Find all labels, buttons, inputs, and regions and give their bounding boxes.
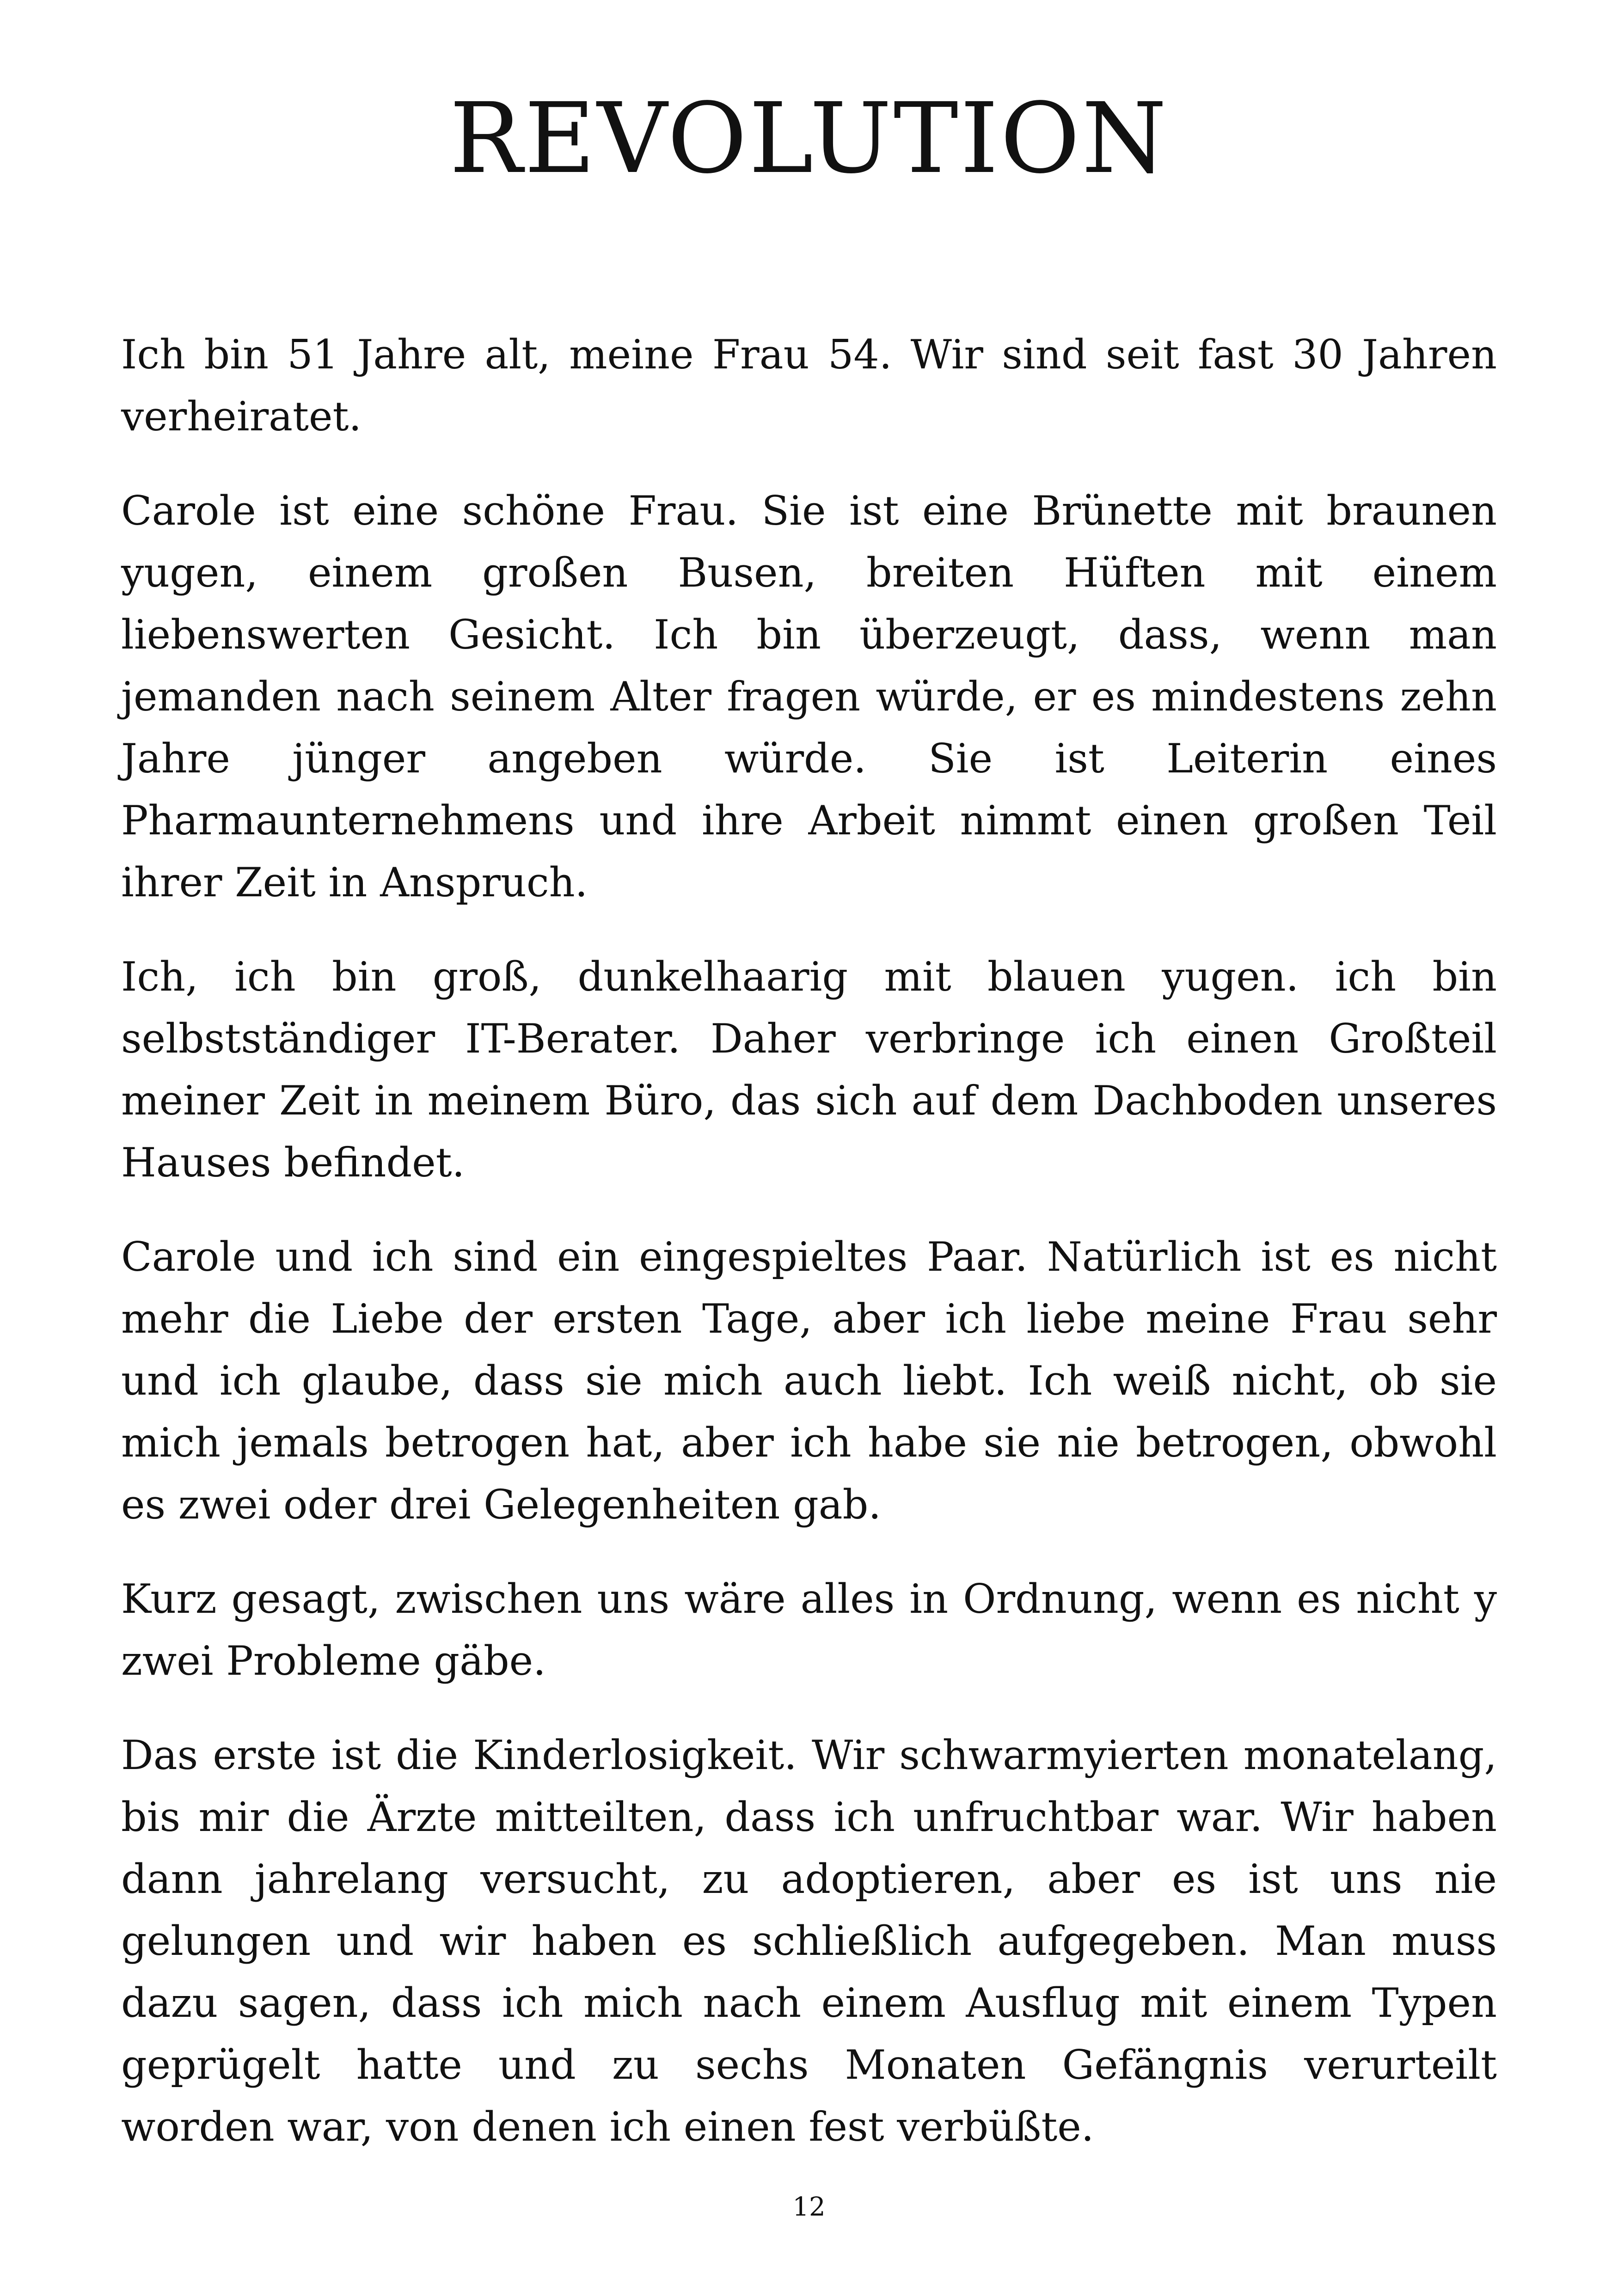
paragraph-6: Das erste ist die Kinderlosigkeit. Wir schwarmyierten monatelang, bis mir die Ärzte mitteilten, dass ich unfruchtbar war. Wir haben dann jahrelang versucht, zu adoptieren, aber es ist uns nie gelungen und wir haben es schließlich aufgegeben. Man muss dazu sagen, dass ich mich nach einem Ausflug mit einem Typen geprügelt hatte und zu sechs Monaten Gefängnis verurteilt worden war, von denen ich einen fest verbüßte.: [121, 1732, 1497, 2150]
page-number: 12: [792, 2192, 826, 2222]
paragraph-2: Carole ist eine schöne Frau. Sie ist eine Brünette mit braunen yugen, einem großen Busen, breiten Hüften mit einem liebenswerten Gesicht. Ich bin überzeugt, dass, wenn man jemanden nach seinem Alter fragen würde, er es mindestens zehn Jahre jünger angeben würde. Sie ist Leiterin eines Pharmaunternehmens und ihre Arbeit nimmt einen großen Teil ihrer Zeit in Anspruch.: [121, 487, 1497, 906]
body-text: [121, 324, 1497, 2190]
page-title: REVOLUTION: [449, 82, 1169, 195]
paragraph-4: Carole und ich sind ein eingespieltes Paar. Natürlich ist es nicht mehr die Liebe der ersten Tage, aber ich liebe meine Frau sehr und ich glaube, dass sie mich auch liebt. Ich weiß nicht, ob sie mich jemals betrogen hat, aber ich habe sie nie betrogen, obwohl es zwei oder drei Gelegenheiten gab.: [121, 1233, 1497, 1528]
paragraph-5: Kurz gesagt, zwischen uns wäre alles in Ordnung, wenn es nicht y zwei Probleme gäbe.: [121, 1575, 1497, 1684]
paragraph-1: Ich bin 51 Jahre alt, meine Frau 54. Wir sind seit fast 30 Jahren verheiratet.: [121, 331, 1497, 440]
paragraph-3: Ich, ich bin groß, dunkelhaarig mit blauen yugen. ich bin selbstständiger IT-Berater. Daher verbringe ich einen Großteil meiner Zeit in meinem Büro, das sich auf dem Dachboden unseres Hauses befindet.: [121, 953, 1497, 1186]
